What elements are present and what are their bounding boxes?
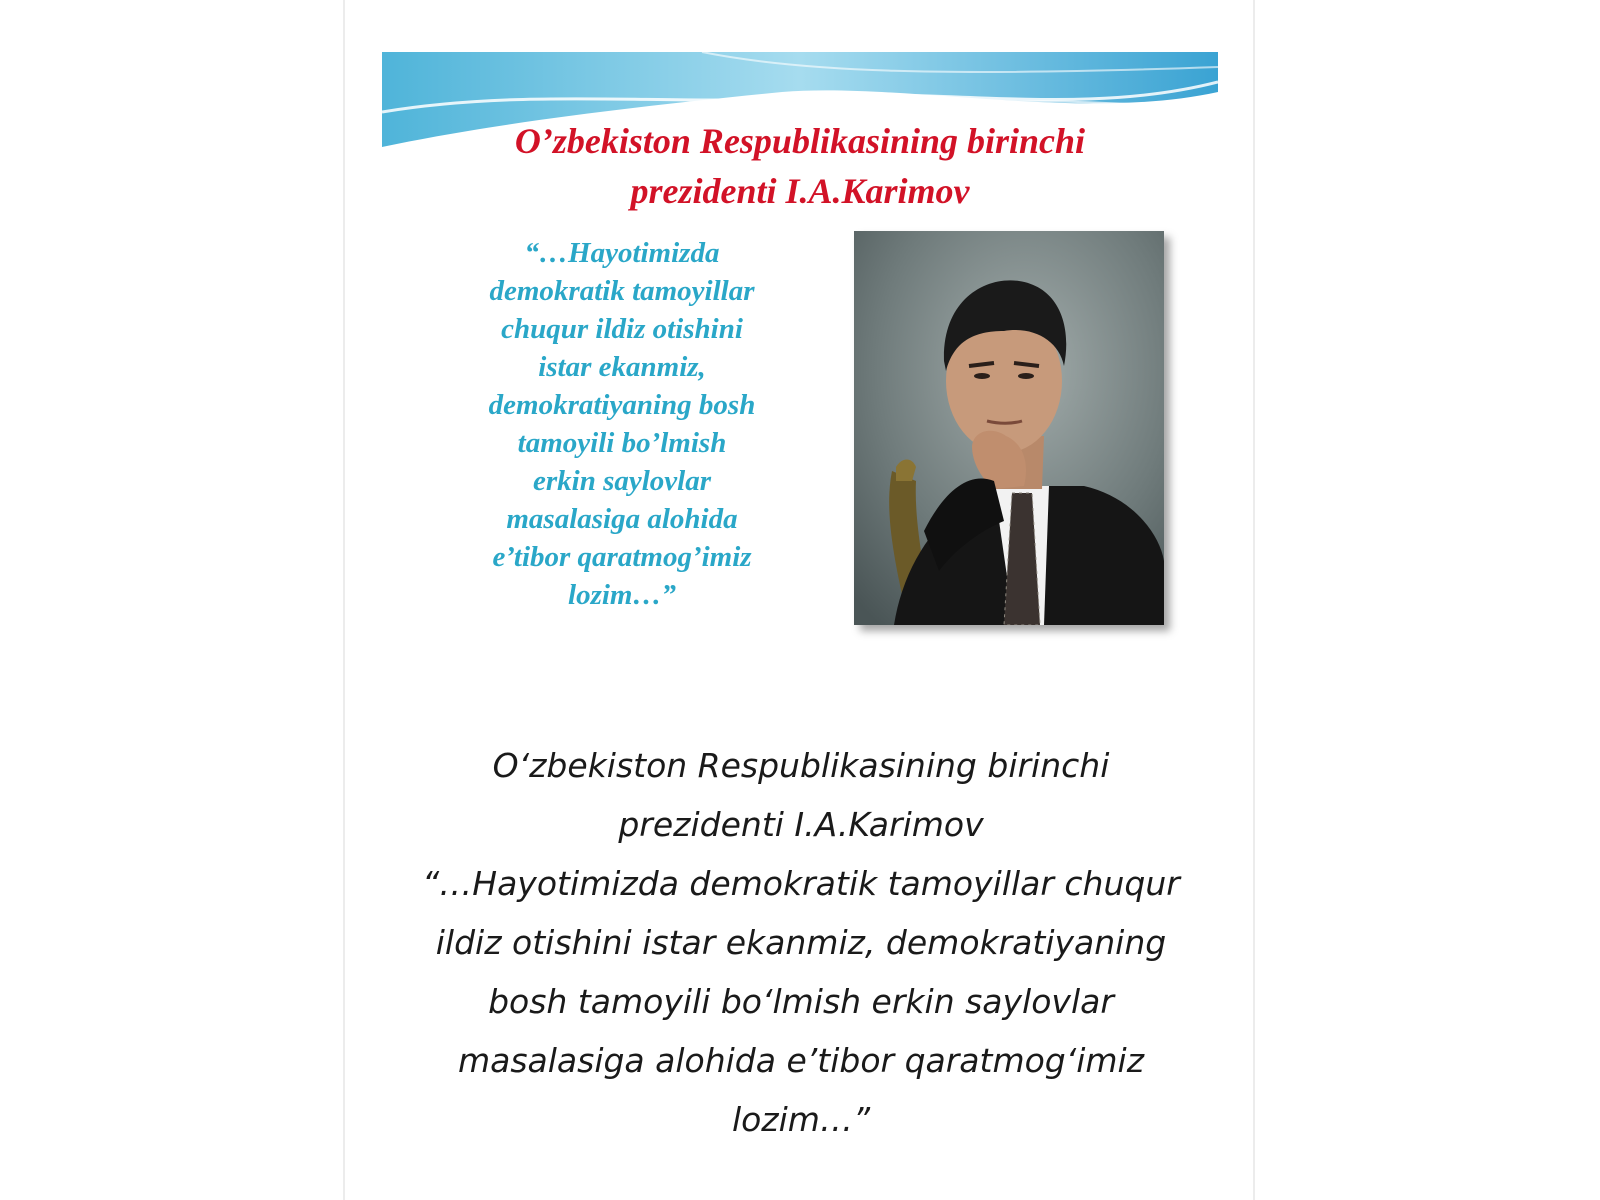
quote-line: chuqur ildiz otishini: [501, 313, 743, 345]
slide-title: [382, 116, 1218, 216]
quote-line: erkin saylovlar: [532, 465, 712, 497]
document-page: [343, 0, 1255, 1200]
quote-line: istar ekanmiz,: [538, 351, 706, 383]
caption-line: lozim…”: [731, 1100, 871, 1139]
slide-title-line: prezidenti I.A.Karimov: [630, 171, 970, 211]
quote-line: e’tibor qaratmog’imiz: [492, 541, 752, 573]
caption-line: “…Hayotimizda demokratik tamoyillar chuqur: [422, 864, 1180, 903]
quote-line: masalasiga alohida: [506, 503, 738, 535]
portrait-photo: [854, 231, 1164, 625]
caption-line: O‘zbekiston Respublikasining birinchi: [492, 746, 1110, 785]
quote-line: tamoyili bo’lmish: [517, 427, 727, 459]
quote-line: demokratik tamoyillar: [489, 275, 755, 307]
quote-line: lozim…”: [568, 579, 676, 611]
caption-line: bosh tamoyili bo‘lmish erkin saylovlar: [488, 982, 1114, 1021]
quote-line: demokratiyaning bosh: [488, 389, 756, 421]
caption-line: prezidenti I.A.Karimov: [618, 805, 984, 844]
slide-title-line: O’zbekiston Respublikasining birinchi: [514, 121, 1086, 161]
slide-quote: [452, 234, 792, 614]
caption-line: ildiz otishini istar ekanmiz, demokratiyaning: [435, 923, 1167, 962]
quote-line: “…Hayotimizda: [524, 237, 720, 269]
caption-line: masalasiga alohida e’tibor qaratmog‘imiz: [457, 1041, 1145, 1080]
caption-text: [345, 736, 1257, 1149]
slide-image: [382, 52, 1218, 697]
